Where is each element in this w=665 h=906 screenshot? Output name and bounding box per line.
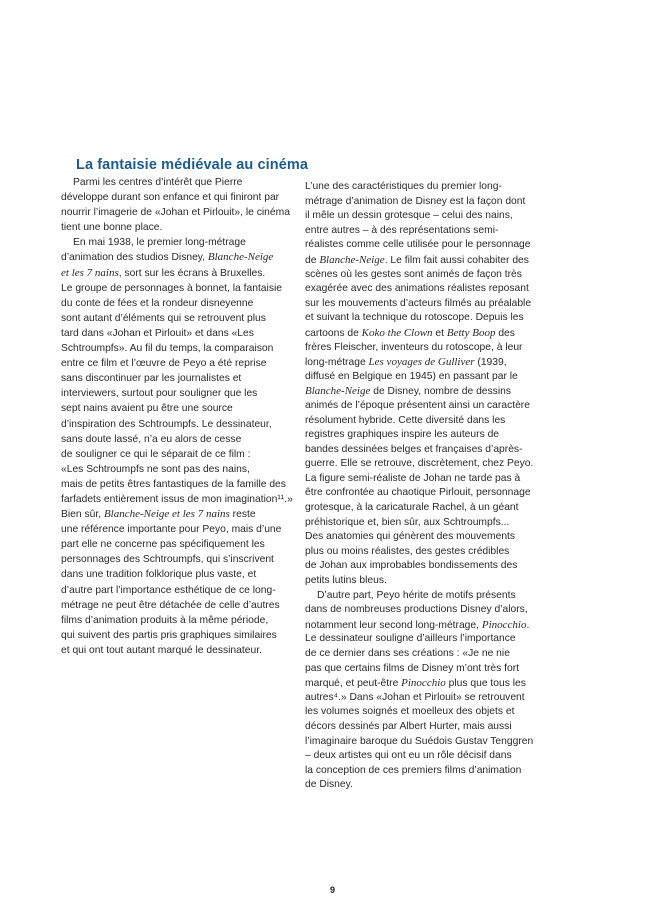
- text-line: films d’animation produits à la même période,: [61, 614, 269, 626]
- text-line: qui suivent des partis pris graphiques similaires: [61, 629, 277, 641]
- text-line: part elle ne concerne pas spécifiquement les: [61, 539, 265, 551]
- text-line: – deux artistes qui ont eu un rôle décisif dans: [305, 750, 512, 762]
- text-line: sur les mouvements d’acteurs filmés au préalable: [305, 297, 532, 309]
- text-line: entre ce film et l’œuvre de Peyo a été reprise: [61, 358, 267, 370]
- text-line: d’inspiration des Schtroumpfs. Le dessinateur,: [61, 418, 272, 430]
- text-line: métrage d’animation de Disney est la façon dont: [305, 195, 526, 207]
- text-line: d’autre part l’importance esthétique de ce long-: [61, 584, 276, 596]
- text-line: farfadets entièrement issus de mon imagination¹¹.»: [61, 493, 293, 505]
- text-line: Blanche-Neige de Disney, nombre de dessins: [305, 385, 511, 398]
- text-line: mais de petits êtres fantastiques de la famille des: [61, 478, 286, 490]
- text-line: sont autant d’éléments qui se retrouvent plus: [61, 312, 266, 324]
- text-line: La figure semi-réaliste de Johan ne tarde pas à: [305, 472, 521, 484]
- text-line: bandes dessinées belges et françaises d’après-: [305, 443, 523, 455]
- text-line: scènes où les gestes sont animés de façon très: [305, 268, 522, 280]
- text-line: long-métrage Les voyages de Gulliver (1939,: [305, 356, 507, 369]
- text-line: frères Fleischer, inventeurs du rotoscope, à leur: [305, 341, 523, 353]
- text-line: et suivant la technique du rotoscope. Depuis les: [305, 312, 524, 324]
- text-line: L’une des caractéristiques du premier long-: [305, 181, 502, 192]
- text-line: Bien sûr, Blanche-Neige et les 7 nains reste: [61, 508, 256, 521]
- text-line: Parmi les centres d’intérêt que Pierre: [73, 177, 243, 188]
- text-line: animés de l’époque présentent ainsi un caractère: [305, 399, 530, 411]
- text-line: Le groupe de personnages à bonnet, la fantaisie: [61, 282, 282, 294]
- text-line: guerre. Elle se retrouve, discrètement, chez Peyo.: [305, 458, 534, 470]
- text-line: il mêle un dessin grotesque – celui des nains,: [305, 210, 513, 222]
- text-line: marqué, et peut-être Pinocchio plus que tous les: [305, 677, 526, 690]
- text-line: de Blanche-Neige. Le film fait aussi cohabiter des: [305, 253, 529, 266]
- text-line: et qui ont tout autant marqué le dessinateur.: [61, 644, 262, 656]
- text-line: sans discontinuer par les journalistes et: [61, 373, 242, 385]
- text-line: tard dans «Johan et Pirlouit» et dans «Les: [61, 327, 254, 339]
- text-line: notamment leur second long-métrage, Pinocchio.: [305, 618, 530, 631]
- text-line: de souligner ce qui le séparait de ce film :: [61, 448, 251, 460]
- text-line: réalistes comme celle utilisée pour le personnage: [305, 239, 531, 251]
- text-line: Schtroumpfs». Au fil du temps, la comparaison: [61, 343, 274, 355]
- text-line: l’imaginaire baroque du Suédois Gustav Tenggren: [305, 735, 534, 747]
- section-heading: La fantaisie médiévale au cinéma: [76, 157, 309, 173]
- text-line: de Disney.: [305, 779, 353, 791]
- text-line: développe durant son enfance et qui finiront par: [61, 192, 280, 204]
- text-line: En mai 1938, le premier long-métrage: [73, 237, 246, 249]
- text-line: décors dessinés par Albert Hurter, mais aussi: [305, 720, 512, 732]
- text-line: les volumes soignés et moelleux des objets et: [305, 706, 515, 718]
- text-line: sans doute lassé, n’a eu alors de cesse: [61, 433, 242, 445]
- text-line: métrage ne peut être détachée de celle d’autres: [61, 599, 280, 611]
- text-line: nourrir l’imagerie de «Johan et Pirlouit», le cinéma: [61, 207, 290, 219]
- text-line: préhistorique et, bien sûr, aux Schtroumpfs...: [305, 516, 510, 528]
- text-line: cartoons de Koko the Clown et Betty Boop des: [305, 326, 515, 339]
- text-line: et les 7 nains, sort sur les écrans à Bruxelles.: [61, 266, 266, 279]
- text-line: une référence importante pour Peyo, mais d’une: [61, 524, 282, 536]
- text-line: diffusé en Belgique en 1945) en passant par le: [305, 370, 518, 382]
- text-line: grotesque, à la caricaturale Rachel, à un géant: [305, 502, 519, 514]
- text-line: Des anatomies qui génèrent des mouvements: [305, 531, 516, 543]
- text-line: autres⁴.» Dans «Johan et Pirlouit» se retrouvent: [305, 691, 525, 703]
- text-line: de Johan aux improbables bondissements des: [305, 560, 518, 572]
- text-line: petits lutins bleus.: [305, 575, 387, 587]
- text-line: dans de nombreuses productions Disney d’alors,: [305, 604, 528, 616]
- text-line: Le dessinateur souligne d’ailleurs l’importance: [305, 633, 516, 645]
- right-text-column: [305, 180, 533, 793]
- text-line: du conte de fées et la rondeur disneyenne: [61, 297, 254, 309]
- text-line: personnages des Schtroumpfs, qui s’inscrivent: [61, 554, 274, 566]
- text-line: la conception de ces premiers films d’animation: [305, 764, 522, 776]
- text-line: sept nains avaient pu être une source: [61, 403, 233, 415]
- text-line: interviewers, surtout pour souligner que les: [61, 388, 258, 400]
- text-line: d’animation des studios Disney, Blanche-Neige: [61, 251, 274, 264]
- text-line: résolument hybride. Cette diversité dans les: [305, 414, 506, 426]
- text-line: «Les Schtroumpfs ne sont pas des nains,: [61, 463, 250, 475]
- text-line: de ce dernier dans ses créations : «Je ne nie: [305, 648, 510, 659]
- text-line: plus ou moins réalistes, des gestes crédibles: [305, 545, 510, 557]
- text-line: exagérée avec des animations réalistes reposant: [305, 283, 529, 295]
- text-line: tient une bonne place.: [61, 222, 163, 234]
- page-number: 9: [329, 885, 335, 895]
- text-line: D’autre part, Peyo hérite de motifs présents: [317, 589, 516, 601]
- text-line: registres graphiques inspire les auteurs de: [305, 429, 500, 441]
- text-line: entre autres – à des représentations semi-: [305, 224, 499, 236]
- left-text-column: [61, 175, 293, 658]
- text-line: pas que certains films de Disney m’ont très fort: [305, 662, 520, 674]
- text-line: dans une tradition folklorique plus vaste, et: [61, 569, 257, 581]
- text-line: être confrontée au chaotique Pirlouit, personnage: [305, 487, 531, 499]
